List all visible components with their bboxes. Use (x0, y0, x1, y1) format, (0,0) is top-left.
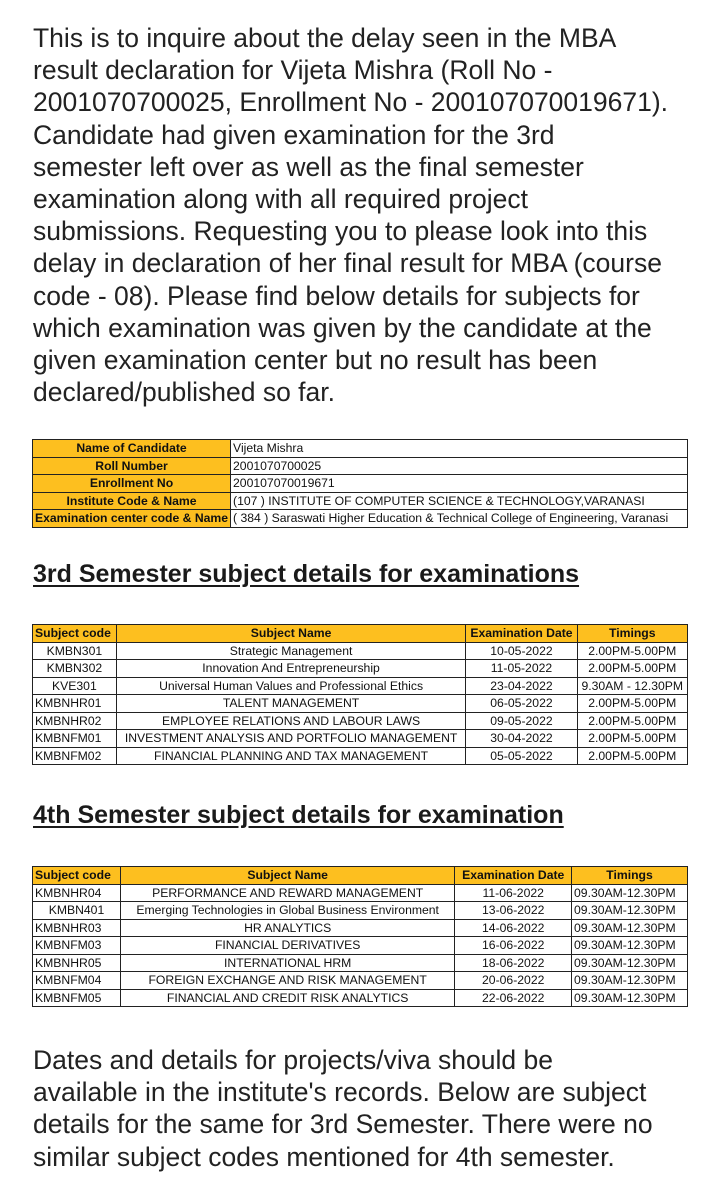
table-header-row (33, 625, 688, 643)
subject-name: FINANCIAL PLANNING AND TAX MANAGEMENT (116, 747, 466, 765)
info-label: Name of Candidate (33, 440, 231, 458)
table-row (33, 457, 688, 475)
intro-line: semester left over as well as the final semester (33, 151, 584, 182)
outro-line: details for the same for 3rd Semester. There were no (33, 1109, 653, 1140)
info-value: 2001070700025 (231, 457, 688, 475)
subject-name: FINANCIAL AND CREDIT RISK ANALYTICS (120, 989, 454, 1007)
subject-code: KMBN301 (33, 642, 117, 660)
subject-code: KMBNFM02 (33, 747, 117, 765)
exam-date: 14-06-2022 (455, 919, 572, 937)
exam-date: 30-04-2022 (466, 730, 577, 748)
intro-line: given examination center but no result has been (33, 345, 598, 376)
subject-name: Innovation And Entrepreneurship (116, 660, 466, 678)
exam-date: 05-05-2022 (466, 747, 577, 765)
timings: 09.30AM-12.30PM (572, 972, 688, 990)
subject-code: KMBNFM05 (33, 989, 121, 1007)
info-label: Institute Code & Name (33, 492, 231, 510)
info-value: ( 384 ) Saraswati Higher Education & Technical College of Engineering, Varanasi (231, 510, 688, 528)
subject-name: FINANCIAL DERIVATIVES (120, 937, 454, 955)
exam-date: 09-05-2022 (466, 712, 577, 730)
sem3-heading: 3rd Semester subject details for examinations (33, 560, 580, 588)
info-label: Enrollment No (33, 475, 231, 493)
table-row (33, 747, 688, 765)
table-header-row (33, 867, 688, 885)
subject-name: EMPLOYEE RELATIONS AND LABOUR LAWS (116, 712, 466, 730)
candidate-info-table (32, 439, 688, 528)
subject-code: KMBNHR02 (33, 712, 117, 730)
table-row (33, 919, 688, 937)
table-row (33, 937, 688, 955)
outro-paragraph (33, 1044, 703, 1173)
exam-date: 22-06-2022 (455, 989, 572, 1007)
intro-paragraph (33, 22, 703, 408)
exam-date: 10-05-2022 (466, 642, 577, 660)
subject-name: INVESTMENT ANALYSIS AND PORTFOLIO MANAGEMENT (116, 730, 466, 748)
table-row (33, 475, 688, 493)
intro-line: declared/published so far. (33, 377, 336, 408)
table-row (33, 642, 688, 660)
table-row (33, 954, 688, 972)
column-header: Subject code (33, 867, 121, 885)
subject-name: Universal Human Values and Professional Ethics (116, 677, 466, 695)
subject-code: KMBNFM01 (33, 730, 117, 748)
table-row (33, 902, 688, 920)
timings: 09.30AM-12.30PM (572, 919, 688, 937)
subject-code: KMBNFM03 (33, 937, 121, 955)
outro-line: Dates and details for projects/viva should be (33, 1045, 553, 1075)
sem4-subject-table (32, 866, 688, 1007)
table-row (33, 677, 688, 695)
subject-code: KVE301 (33, 677, 117, 695)
timings: 09.30AM-12.30PM (572, 884, 688, 902)
subject-name: Strategic Management (116, 642, 466, 660)
subject-name: PERFORMANCE AND REWARD MANAGEMENT (120, 884, 454, 902)
subject-code: KMBNHR05 (33, 954, 121, 972)
column-header: Timings (572, 867, 688, 885)
column-header: Subject Name (116, 625, 466, 643)
info-label: Examination center code & Name (33, 510, 231, 528)
subject-code: KMBN302 (33, 660, 117, 678)
exam-date: 16-06-2022 (455, 937, 572, 955)
intro-line: which examination was given by the candidate at the (33, 312, 652, 343)
subject-name: Emerging Technologies in Global Business Environment (120, 902, 454, 920)
exam-date: 18-06-2022 (455, 954, 572, 972)
column-header: Subject Name (120, 867, 454, 885)
subject-name: INTERNATIONAL HRM (120, 954, 454, 972)
intro-line: code - 08). Please find below details for subjects for (33, 280, 640, 311)
table-row (33, 730, 688, 748)
info-value: (107 ) INSTITUTE OF COMPUTER SCIENCE & TECHNOLOGY,VARANASI (231, 492, 688, 510)
timings: 09.30AM-12.30PM (572, 989, 688, 1007)
timings: 9.30AM - 12.30PM (577, 677, 687, 695)
table-row (33, 712, 688, 730)
subject-code: KMBN401 (33, 902, 121, 920)
outro-line: similar subject codes mentioned for 4th semester. (33, 1141, 615, 1172)
outro-line: available in the institute's records. Below are subject (33, 1077, 647, 1108)
subject-code: KMBNFM04 (33, 972, 121, 990)
column-header: Examination Date (466, 625, 577, 643)
info-label: Roll Number (33, 457, 231, 475)
exam-date: 11-06-2022 (455, 884, 572, 902)
timings: 09.30AM-12.30PM (572, 902, 688, 920)
intro-line: delay in declaration of her final result for MBA (course (33, 248, 662, 279)
timings: 2.00PM-5.00PM (577, 712, 687, 730)
exam-date: 20-06-2022 (455, 972, 572, 990)
subject-code: KMBNHR03 (33, 919, 121, 937)
table-row (33, 492, 688, 510)
timings: 2.00PM-5.00PM (577, 660, 687, 678)
sem4-heading: 4th Semester subject details for examination (33, 801, 564, 829)
timings: 2.00PM-5.00PM (577, 695, 687, 713)
column-header: Timings (577, 625, 687, 643)
timings: 09.30AM-12.30PM (572, 954, 688, 972)
intro-line: Candidate had given examination for the 3rd (33, 119, 555, 150)
table-row (33, 660, 688, 678)
table-row (33, 510, 688, 528)
sem3-subject-table (32, 624, 688, 765)
intro-line: result declaration for Vijeta Mishra (Roll No - (33, 55, 553, 86)
timings: 2.00PM-5.00PM (577, 747, 687, 765)
subject-name: HR ANALYTICS (120, 919, 454, 937)
intro-line: This is to inquire about the delay seen in the MBA (33, 23, 617, 53)
exam-date: 23-04-2022 (466, 677, 577, 695)
exam-date: 13-06-2022 (455, 902, 572, 920)
column-header: Subject code (33, 625, 117, 643)
timings: 09.30AM-12.30PM (572, 937, 688, 955)
table-row (33, 884, 688, 902)
info-value: Vijeta Mishra (231, 440, 688, 458)
table-row (33, 989, 688, 1007)
table-row (33, 972, 688, 990)
info-value: 200107070019671 (231, 475, 688, 493)
subject-name: TALENT MANAGEMENT (116, 695, 466, 713)
timings: 2.00PM-5.00PM (577, 642, 687, 660)
column-header: Examination Date (455, 867, 572, 885)
subject-name: FOREIGN EXCHANGE AND RISK MANAGEMENT (120, 972, 454, 990)
intro-line: 2001070700025, Enrollment No - 200107070019671). (33, 87, 669, 118)
timings: 2.00PM-5.00PM (577, 730, 687, 748)
intro-line: submissions. Requesting you to please look into this (33, 216, 648, 247)
table-row (33, 695, 688, 713)
intro-line: examination along with all required project (33, 184, 528, 215)
subject-code: KMBNHR01 (33, 695, 117, 713)
exam-date: 06-05-2022 (466, 695, 577, 713)
exam-date: 11-05-2022 (466, 660, 577, 678)
table-row (33, 440, 688, 458)
subject-code: KMBNHR04 (33, 884, 121, 902)
